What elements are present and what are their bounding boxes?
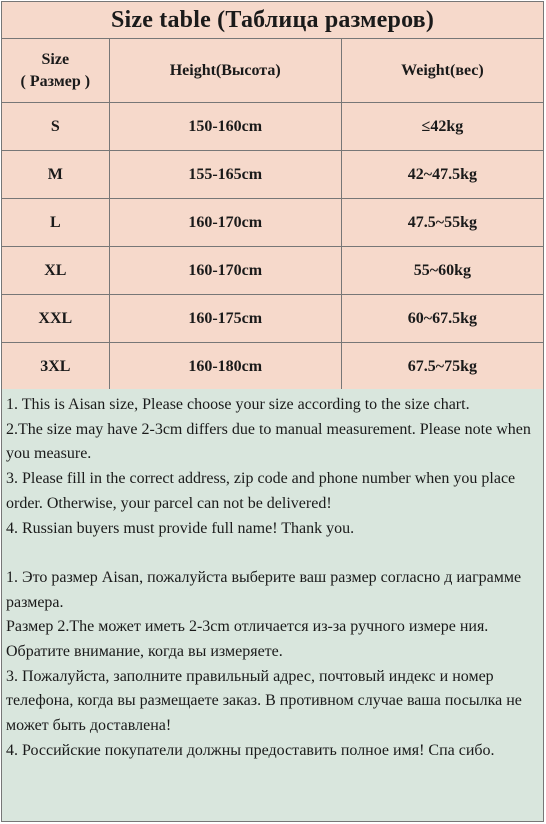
- height-column-header: Height(Высота): [109, 39, 341, 103]
- note-en-2: 2.The size may have 2-3cm differs due to manual measurement. Please note when you measure.: [6, 420, 531, 463]
- size-cell: 3XL: [2, 343, 110, 391]
- size-cell: L: [2, 199, 110, 247]
- size-header-line2: ( Размер ): [20, 72, 91, 90]
- table-row: [2, 343, 544, 391]
- weight-cell: 67.5~75kg: [341, 343, 543, 391]
- size-cell: M: [2, 151, 110, 199]
- size-cell: XXL: [2, 295, 110, 343]
- table-row: [2, 295, 544, 343]
- notes-panel: [1, 389, 544, 822]
- size-cell: XL: [2, 247, 110, 295]
- height-cell: 160-170cm: [109, 199, 341, 247]
- height-cell: 160-170cm: [109, 247, 341, 295]
- note-ru-4: 4. Российские покупатели должны предоставить полное имя! Спа сибо.: [6, 741, 495, 759]
- size-cell: S: [2, 103, 110, 151]
- size-table: [1, 1, 544, 391]
- weight-cell: 55~60kg: [341, 247, 543, 295]
- note-ru-3: 3. Пожалуйста, заполните правильный адрес, почтовый индекс и номер телефона, когда вы размещаете заказ. В противном случае ваша посылка не может быть доставлена!: [6, 667, 522, 735]
- weight-cell: ≤42kg: [341, 103, 543, 151]
- title-row: [2, 2, 544, 39]
- table-row: [2, 199, 544, 247]
- table-row: [2, 151, 544, 199]
- table-row: [2, 247, 544, 295]
- note-ru-1: 1. Это размер Aisan, пожалуйста выберите ваш размер согласно д иаграмме размера.: [6, 568, 522, 611]
- header-row: [2, 39, 544, 103]
- size-header-line1: Size: [41, 50, 70, 68]
- notes-spacer: [6, 541, 539, 566]
- height-cell: 150-160cm: [109, 103, 341, 151]
- height-cell: 160-175cm: [109, 295, 341, 343]
- table-row: [2, 103, 544, 151]
- note-en-1: 1. This is Aisan size, Please choose your size according to the size chart.: [6, 396, 470, 413]
- note-en-4: 4. Russian buyers must provide full name! Thank you.: [6, 519, 355, 537]
- height-cell: 160-180cm: [109, 343, 341, 391]
- height-cell: 155-165cm: [109, 151, 341, 199]
- weight-cell: 42~47.5kg: [341, 151, 543, 199]
- size-column-header: [2, 39, 110, 103]
- weight-cell: 60~67.5kg: [341, 295, 543, 343]
- table-title: Size table (Таблица размеров): [2, 2, 544, 39]
- note-en-3: 3. Please fill in the correct address, zip code and phone number when you place order. Otherwise, your parcel can not be delivered!: [6, 470, 516, 512]
- weight-cell: 47.5~55kg: [341, 199, 543, 247]
- note-ru-2: Размер 2.The может иметь 2-3cm отличается из-за ручного измере ния. Обратите внимание, когда вы измеряете.: [6, 618, 489, 661]
- weight-column-header: Weight(вес): [341, 39, 543, 103]
